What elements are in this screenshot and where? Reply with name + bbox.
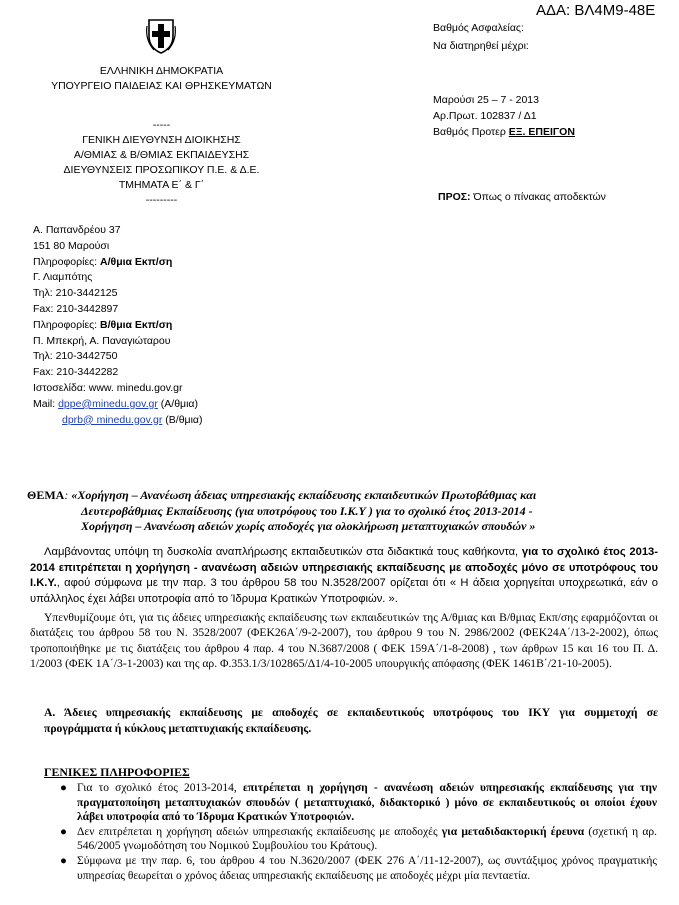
list-item: ● Σύμφωνα με την παρ. 6, του άρθρου 4 του Ν.3620/2007 (ΦΕΚ 276 Α΄/11-12-2007), ως συντάξιμος χρόνος πραγματικής υπηρεσίας θεωρείται ο χρόνος άδειας υπηρεσιακής εκπαίδευσης με αποδοχές μέχρι μία πενταετία. [60,854,657,882]
general-info-list [60,781,657,883]
priority-label: Βαθμός Προτερ [433,126,506,138]
intro-paragraph: Λαμβάνοντας υπόψη τη δυσκολία αναπλήρωσης εκπαιδευτικών στα διδακτικά τους καθήκοντα, για το σχολικό έτος 2013-2014 επιτρέπεται η χορήγηση - ανανέωση αδειών υπηρεσιακής εκπαίδευσης με αποδοχές μόνο σε υποτρόφους του Ι.Κ.Υ., αφού σύμφωνα με την παρ. 3 του άρθρου 58 του Ν.3528/2007 ορίζεται ότι « Η άδεια χορηγείται υποχρεωτικά, εάν ο υπάλληλος έχει λάβει υποτροφία από το Ίδρυμα Κρατικών Υποτροφιών. ». [30,546,659,605]
info-primary: Πληροφορίες: Α/θμια Εκπ/ση [33,255,173,268]
bullet-dot-icon: ● [60,782,67,794]
tel-secondary: Τηλ: 210-3442750 [33,350,118,363]
info-secondary: Πληροφορίες: Β/θμια Εκπ/ση [33,318,173,331]
separator: --------- [145,194,178,206]
directorate-levels: Α/ΘΜΙΑΣ & Β/ΘΜΙΑΣ ΕΚΠΑΙΔΕΥΣΗΣ [73,149,250,161]
email-link-primary[interactable]: dppe@minedu.gov.gr [58,397,158,410]
general-directorate: ΓΕΝΙΚΗ ΔΙΕΥΘΥΝΣΗ ΔΙΟΙΚΗΣΗΣ [82,134,241,146]
greek-coat-of-arms-icon [146,16,176,54]
email-link-secondary[interactable]: dprb@ minedu.gov.gr [62,413,163,426]
security-degree: Βαθμός Ασφαλείας: [433,22,524,34]
recipient [438,191,606,203]
keep-until: Να διατηρηθεί μέχρι: [433,40,529,52]
mail-primary: Mail: dppe@minedu.gov.gr (Α/θμια) [33,397,198,410]
mail-secondary: dprb@ minedu.gov.gr (Β/θμια) [62,413,203,426]
website: Ιστοσελίδα: www. minedu.gov.gr [33,381,183,394]
fax-secondary: Fax: 210-3442282 [33,366,119,379]
department-block [40,118,283,208]
protocol-number: Αρ.Πρωτ. 102837 / Δ1 [433,110,537,122]
ada-code: ΑΔΑ: ΒΛ4Μ9-48Ε [536,2,656,19]
ministry-name: ΥΠΟΥΡΓΕΙΟ ΠΑΙΔΕΙΑΣ ΚΑΙ ΘΡΗΣΚΕΥΜΑΤΩΝ [51,80,272,92]
contact-block [33,223,202,428]
subject-line-3: Χορήγηση – Ανανέωση αδειών χωρίς αποδοχές για ολοκλήρωση μεταπτυχιακών σπουδών » [81,519,536,533]
place-date: Μαρούσι 25 – 7 - 2013 [433,94,539,106]
info-secondary-value: Β/θμια Εκπ/ση [100,318,173,331]
info-primary-person: Γ. Λιαμπότης [33,271,93,284]
priority-value: ΕΞ. ΕΠΕΙΓΟΝ [508,126,575,138]
address: Α. Παπανδρέου 37 [33,224,121,236]
subject [27,488,536,535]
bullet-dot-icon: ● [60,854,67,867]
section-a-heading: Α. Άδειες υπηρεσιακής εκπαίδευσης με αποδοχές σε εκπαιδευτικούς υποτρόφους του ΙΚΥ για συμμετοχή σε προγράμματα ή κύκλους μεταπτυχιακής εκπαίδευσης. [44,706,658,735]
info-primary-value: Α/θμια Εκπ/ση [100,255,173,268]
to-label: ΠΡΟΣ: [438,191,471,203]
subject-label: ΘΕΜΑ [27,488,65,502]
legal-paragraph: Υπενθυμίζουμε ότι, για τις άδειες υπηρεσιακής εκπαίδευσης των εκπαιδευτικών της Α/θμιας και Β/θμιας Εκπ/σης εφαρμόζονται οι διατάξεις του άρθρου 58 του Ν. 3528/2007 (ΦΕΚ26Α΄/9-2-2007), του άρθρου 9 του Ν. 2986/2002 (ΦΕΚ24Α΄/13-2-2002), όπως τροποποιήθηκε με τις διατάξεις του άρθρου 4 παρ. 4 του Ν.3687/2008 ( ΦΕΚ 159Α΄/1-8-2008) , των άρθρων 15 και 16 του Π. Δ. 1/2003 (ΦΕΚ 1Α΄/3-1-2003) και της αρ. Φ.353.1/3/102865/Δ1/4-10-2005 υπουργικής απόφασης (ΦΕΚ 1461Β΄/21-10-2005). [30,611,658,670]
list-item: ● Για το σχολικό έτος 2013-2014, επιτρέπεται η χορήγηση - ανανέωση αδειών υπηρεσιακής εκπαίδευσης για την πραγματοποίηση μεταπτυχιακών σπουδών ( μεταπτυχιακό, διδακτορικό ) μόνο σε εκπαιδευτικούς οι οποίοι έχουν λάβει υποτροφία από το Ίδρυμα Κρατικών Υποτροφιών. [60,782,657,824]
general-info-heading: ΓΕΝΙΚΕΣ ΠΛΗΡΟΦΟΡΙΕΣ [44,765,190,779]
intro-emphasis: για το σχολικό έτος 2013-2014 επιτρέπεται η χορήγηση - ανανέωση αδειών υπηρεσιακής εκπαίδευσης με αποδοχές μόνο σε υποτρόφους του Ι.Κ.Υ. [30,546,659,589]
date-block [433,92,575,140]
priority [433,124,575,140]
subject-line-1: ΘΕΜΑ: «Χορήγηση – Ανανέωση άδειας υπηρεσιακής εκπαίδευσης εκπαιδευτικών Πρωτοβάθμιας και [27,488,537,502]
fax-primary: Fax: 210-3442897 [33,302,119,315]
country-name: ΕΛΛΗΝΙΚΗ ΔΗΜΟΚΡΑΤΙΑ [99,65,224,77]
subject-line-2: Δευτεροβάθμιας Εκπαίδευσης (για υποτρόφους του Ι.Κ.Υ ) για το σχολικό έτος 2013-2014 - [81,503,533,518]
bullet-dot-icon: ● [60,825,67,838]
separator: ----- [152,119,171,131]
info-secondary-persons: Π. Μπεκρή, Α. Παναγιώταρου [33,334,171,347]
list-item: ● Δεν επιτρέπεται η χορήγηση αδειών υπηρεσιακής εκπαίδευσης με αποδοχές για μεταδιδακτορική έρευνα (σχετική η αρ. 546/2005 γνωμοδότηση του Νομικού Συμβουλίου του Κράτους). [60,825,657,853]
sender-header [40,64,283,94]
to-value: Όπως ο πίνακας αποδεκτών [470,191,606,203]
tel-primary: Τηλ: 210-3442125 [33,287,118,300]
departments: ΤΜΗΜΑΤΑ Ε΄ & Γ΄ [118,179,205,191]
personnel-directorates: ΔΙΕΥΘΥΝΣΕΙΣ ΠΡΟΣΩΠΙΚΟΥ Π.Ε. & Δ.Ε. [63,164,260,176]
postal-code: 151 80 Μαρούσι [33,239,110,252]
